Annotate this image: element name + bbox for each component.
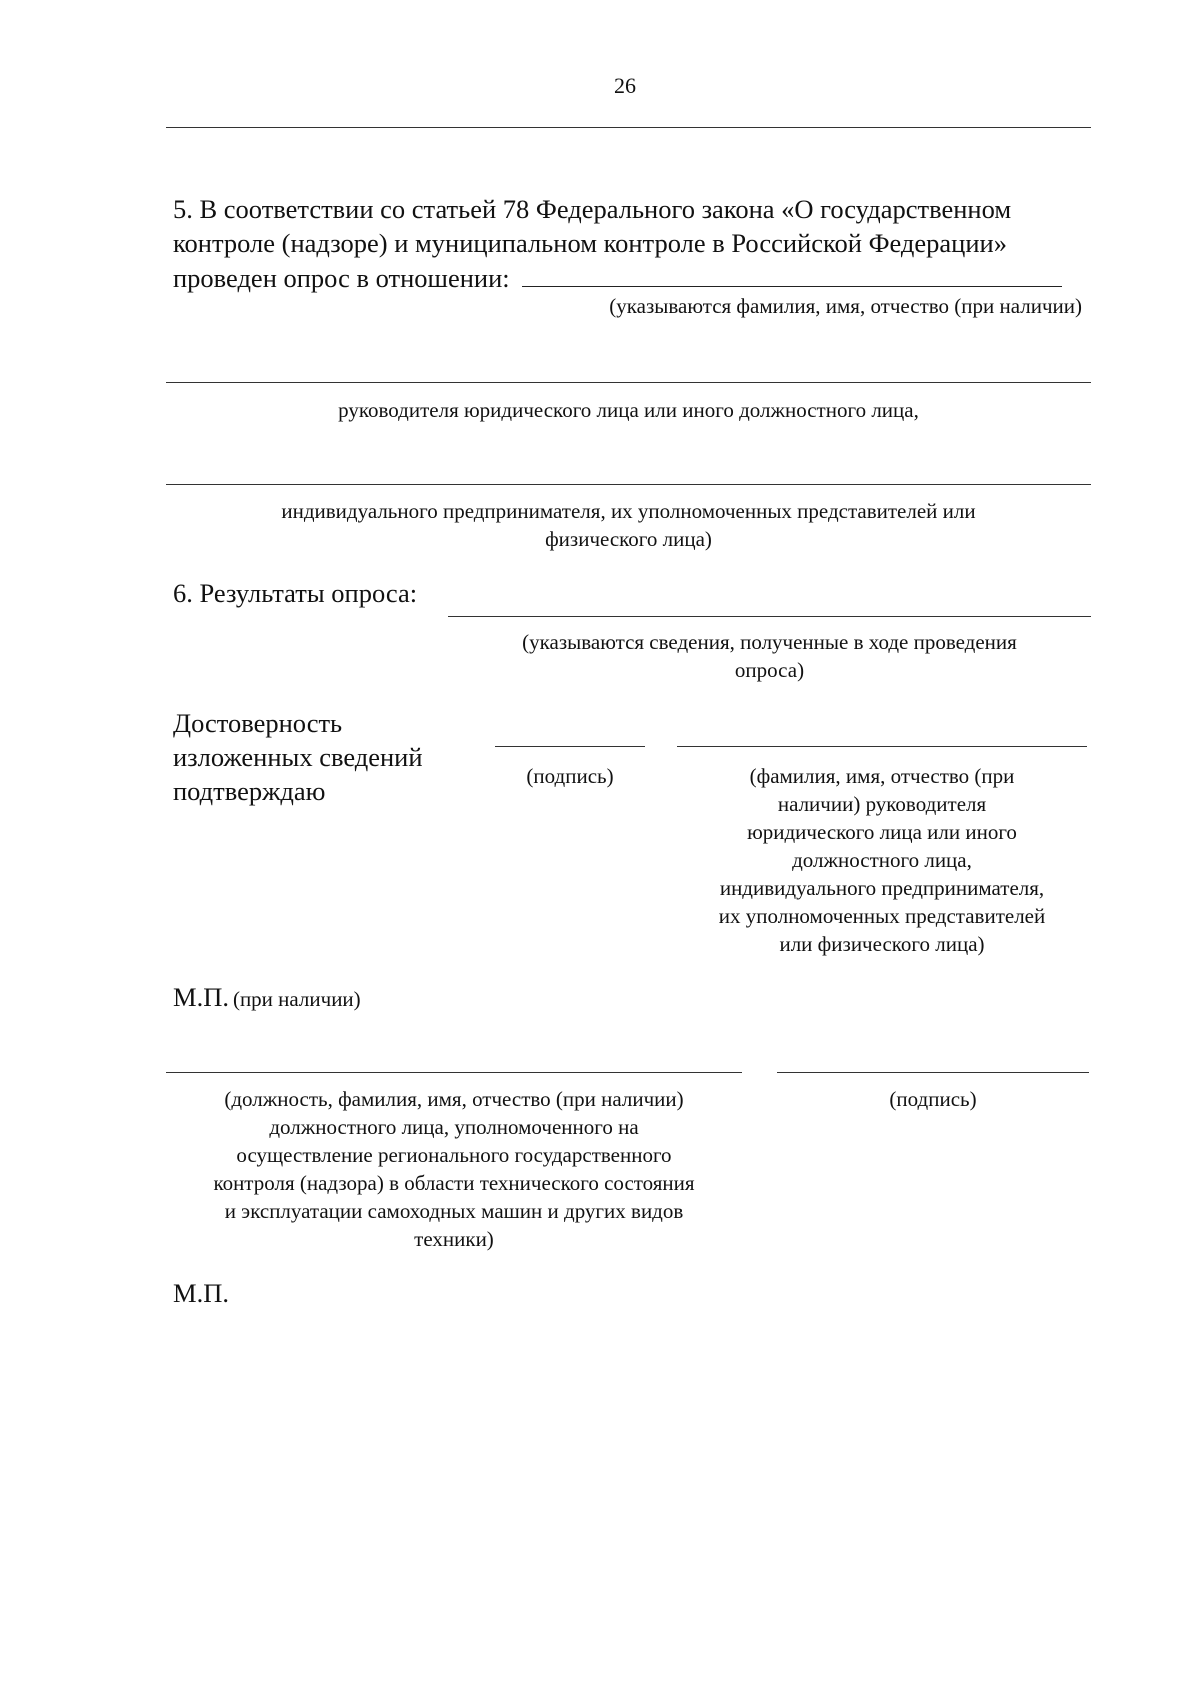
confirm-name-line: должностного лица, <box>792 848 972 872</box>
confirm-name-line: или физического лица) <box>779 932 985 956</box>
person-role-field[interactable] <box>166 382 1091 383</box>
item5-line1: 5. В соответствии со статьей 78 Федерального закона «О государственном <box>173 194 1012 224</box>
page-number: 26 <box>614 73 636 98</box>
item6-hint-line2: опроса) <box>734 658 805 682</box>
official-line: и эксплуатации самоходных машин и других видов <box>224 1199 684 1223</box>
item5-text <box>173 192 1093 295</box>
official-line: (должность, фамилия, имя, отчество (при наличии) <box>224 1087 684 1111</box>
official-signature-field[interactable] <box>777 1072 1089 1073</box>
header-divider <box>166 127 1091 128</box>
confirm-name-line: юридического лица или иного <box>747 820 1017 844</box>
item5-hint2: руководителя юридического лица или иного должностного лица, <box>338 398 919 422</box>
item5-hint3-line2: физического лица) <box>545 527 712 551</box>
confirm-name-line: наличии) руководителя <box>777 792 987 816</box>
official-line: осуществление регионального государственного <box>236 1143 672 1167</box>
confirm-name-line: их уполномоченных представителей <box>718 904 1046 928</box>
stamp1 <box>173 980 361 1014</box>
stamp1-note: (при наличии) <box>232 987 361 1011</box>
stamp2-mp: М.П. <box>173 1278 229 1308</box>
confirm-line1: Достоверность <box>173 708 343 738</box>
official-signature-label: (подпись) <box>889 1087 977 1111</box>
confirm-name-line: (фамилия, имя, отчество (при <box>749 764 1015 788</box>
confirm-text <box>173 706 423 808</box>
confirm-signature-field[interactable] <box>495 746 645 747</box>
item6-hint <box>448 628 1091 684</box>
official-line: контроля (надзора) в области технического состояния <box>213 1171 695 1195</box>
official-line: техники) <box>414 1227 494 1251</box>
item5-line2: контроле (надзоре) и муниципальном контроле в Российской Федерации» <box>173 228 1007 258</box>
item5-hint3-line1: индивидуального предпринимателя, их уполномоченных представителей или <box>281 499 976 523</box>
item6-label: 6. Результаты опроса: <box>173 578 418 608</box>
official-name-field[interactable] <box>166 1072 742 1073</box>
item6-hint-line1: (указываются сведения, полученные в ходе проведения <box>522 630 1017 654</box>
official-line: должностного лица, уполномоченного на <box>269 1115 639 1139</box>
person-name-field[interactable] <box>522 260 1062 287</box>
item5-line3-text: проведен опрос в отношении: <box>173 263 510 293</box>
confirm-signature-label: (подпись) <box>526 764 614 788</box>
official-name-label <box>162 1085 746 1253</box>
confirm-name-line: индивидуального предпринимателя, <box>719 876 1045 900</box>
confirm-name-field[interactable] <box>677 746 1087 747</box>
confirm-line2: изложенных сведений <box>173 742 423 772</box>
item5-hint3 <box>166 497 1091 553</box>
person-type-field[interactable] <box>166 484 1091 485</box>
item5-line3 <box>173 260 1093 295</box>
item5-hint1: (указываются фамилия, имя, отчество (при наличии) <box>609 294 1082 318</box>
stamp1-mp: М.П. <box>173 982 229 1012</box>
confirm-name-label <box>677 762 1087 958</box>
confirm-line3: подтверждаю <box>173 776 326 806</box>
survey-results-field[interactable] <box>448 616 1091 617</box>
